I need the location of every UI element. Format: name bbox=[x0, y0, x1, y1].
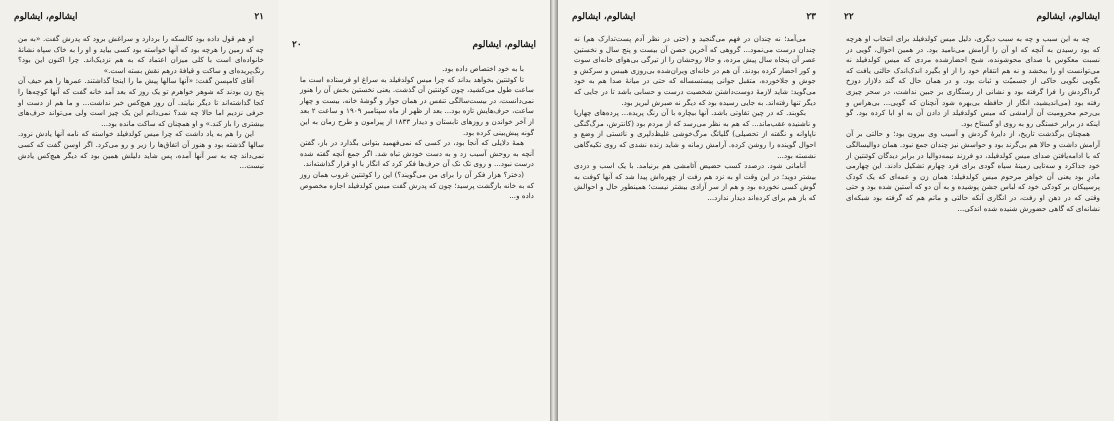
running-title: ایشالوم، ایشالوم bbox=[572, 12, 636, 22]
paragraph: (دختر؟ هزار فکر آن را برای من می‌گویند؟) این را کوئنتین غروب همان روز که به خانه بازگشت پرسید؛ چون که پدرش گفت میس کولدفیلد اجازه مخصوص داده و... bbox=[300, 169, 534, 201]
book-page-22 bbox=[830, 0, 1114, 421]
paragraph: بکوبند. که در چین تفاوتی باشد. آنها بیچاره با آن رنگ پریده... پرده‌های چهارپا و ناشنیده عقب‌ماند... که هم به نظر می‌رسد که از مردم بود (کانترش، مرگ‌گنگی ناپاوانه و نگفته از تحصیلی) گلیاتگ مرگ‌خوشی غلیظ‌دلپری و نائستی از وضع و احوال گوینده را روشن کرده. آرامش زمانه و شاید زنده نشدی که روی تکیه‌گاهی نشسته بود... bbox=[574, 108, 816, 160]
running-title: ایشالوم، ایشالوم bbox=[1036, 12, 1100, 22]
book-page-21 bbox=[0, 0, 278, 421]
book-page-23 bbox=[558, 0, 830, 421]
running-title: ایشالوم، ایشالوم bbox=[472, 40, 536, 50]
page-number: ۲۱ bbox=[254, 12, 264, 22]
paragraph: می‌آمد؛ نه چندان در فهم می‌گنجید و (حتی در نظر آدم پست‌تدارک هم) نه چندان درست می‌نمود... گروهی که آخرین حصن آن بیست و پنج سال و نخستین عصر آن پنجاه سال پیش مرده، و حالا روحشان را از تیرگی بی‌هوای خانه‌ای سوت و کور احضار کرده بودند. آن هم در خانه‌ای ویران‌شده بی‌روزی هیبس و سرکش و جوش و جلاخورده، متقبل جوانی پیستسساله که حتی در میانهٔ صدا هم به خود می‌گوید: شاید لازمهٔ دوست‌داشتن شخصیت درست و حسابی باشد تا در جایی که دیگر تنها رفته‌اند. به جایی رسیده بود که دیگر نه صبرش لبریز بود. bbox=[574, 34, 816, 107]
page-number: ۲۲ bbox=[844, 12, 854, 22]
page-number: ۲۳ bbox=[806, 12, 816, 22]
page-header bbox=[844, 12, 1100, 26]
page-body bbox=[846, 34, 1100, 214]
paragraph: همچنان برگذشت تاریخ، از دایرهٔ گردش و آسیب وی بیرون بود؛ و حالتی بر آن آرامش داشت و حالا هم بی‌گرند بود و حواسش نیز چندان جمع نبود. همان دوالیسالگی که با ادامه‌یافتن صدای میس کولدفیلد، دو فرزند نیمه‌دوالیا در برابر دیدگان کوئنتین از خود جداکرد و سه‌تایی زمینهٔ سیاه گودی برای فرد چهارم تشکیل دادند. این چهارمی مادرِ بود یعنی آن خواهر مرحوم میس کولدفیلد: همان زن و عمه‌ای که یک کودک پرسپیکان بر کودکی خود که لباس جشن پوشیده و به آن دو که آستین شده بود و حتی وقتی که در ذهن او رفت، در انگاری آنکه حالتی و ماتم هم که گرفته بود شبکه‌ای نشانه‌ای که گاهی حضورش شنیده شده اندکی... bbox=[846, 129, 1100, 213]
page-body bbox=[18, 34, 264, 172]
paragraph: با به خود اختصاص داده بود. bbox=[442, 64, 524, 73]
book-page-20 bbox=[278, 0, 550, 421]
page-body bbox=[300, 64, 534, 202]
paragraph: آقای کامپسن گفت: «آنها سالها پیش ما را اینجا گذاشتند. عمرها را هم حیف آن پنج زن بودند که شوهر خواهرم تو یک روز که بعد آمد خانه گفت که آنها کوچه‌ها را کجا گذاشته‌اند تا دیگر نیایند. آن روز هیچ‌کس خبر نداشت... و ما هم از دست او حرفی نزدیم اما حالا چه شد؟ نمی‌دانم این یک چیز است ولی می‌تواند حرف‌های بیشتری را باز کند.» و او همچنان که ساکت مانده بود... bbox=[18, 76, 264, 128]
paragraph: او هم قول داده بود کالسکه را بردارد و سراغش برود که پدرش گفت. «به من چه که زمین را هرچه بود که آنها خواسته بود کسی بیاید و او را به خاک سپاه نشانهٔ خانواده‌ای است با کلی میزان اعتماد که به هم نزدیک‌اند. چرا اکنون این بود؟ رنگ‌پریده‌ای و ساکت و قیافهٔ درهم نقش بسته است.» bbox=[18, 34, 264, 75]
page-header bbox=[292, 40, 536, 54]
paragraph: چه به این سبب و چه به سبب دیگری، دلیل میس کولدفیلد برای انتخاب او هرچه که بود رسیدن به آنچه که او آن را آرامش می‌نامید بود. در همین احوال، گویی در نسبت معکوس با صدای محوشونده، شبح احضارشده مردی که میس کولدفیلد نه می‌توانست او را ببخشد و نه هم انتقام خود را از او بگیرد اندک‌اندک حالتی یافت که بگویی نگویی حاکی از جسمیّت و ثبات بود. و در همان حال که گند دلازار دوزخ گرداگردش را فرا گرفته بود و نشانی از رستگاری بر جبین نداشت، در سحر چیزی رفته بود (می‌اندیشید، انگار از حافظه بی‌بهره شود آنچنان که گویی... بی‌هراس و بی‌رحم محرومیت آن آرامشی که میس کولدفیلد از دادن آن به او ابا کرده بود. گو اینکه در برابر خستگی رو به روی او گستاخ بود. bbox=[846, 34, 1100, 128]
paragraph: همهٔ دلایلی که آنجا بود، در کسی که نمی‌فهمید بتوانی بگذارد در باز، گفتن آنچه به روحش آسیب زد و به دست خودش تباه شد. اگر جمع آنچه گفته شده درست نبود... و روی تک تک آن حرف‌ها فکر کرد که انگار با او قرار گذاشته‌اند. bbox=[300, 138, 534, 169]
book-gutter bbox=[550, 0, 558, 421]
page-header bbox=[14, 12, 264, 26]
page-number: ۲۰ bbox=[292, 40, 302, 50]
running-title: ایشالوم، ایشالوم bbox=[14, 12, 78, 22]
paragraph: آنامانی شود. درصدد کسب حضیض آئامشی هم برنیامد. با یک اسب و دزدی بیشتر دوید؛ در این وقت او به نزد هم رفت از چهره‌اش پیدا شد که آنها کوفت به گوش کسی نخورده بود و هم از سر آزادی بیشتر نیست؛ همینطور حال و احوالش که باز هم برای کرده‌اند دیدار ندارد... bbox=[574, 161, 816, 202]
paragraph: تا کوئنتین بخواهد بداند که چرا میس کولدفیلد به سراغ او فرستاده است ما ساعت طول می‌کشید، چون کوئنتین آن گذشت. یعنی نخستین بخش آن را هنوز نمی‌دانست، در بیست‌سالگی تنفس در همان جوار و گوشهٔ خانه، بیست و چهار ساعت، حرف‌هایش تازه بود... بعد از ظهر از ماه سپتامبر ۱۹۰۹ و ساعت ۲ بعد از آخر خواندن و روزهای تابستان و دیدار ۱۸۳۳ از پیرامون و طرح زمان به این گونه پیش‌بینی کرده بود. bbox=[300, 74, 535, 137]
page-header bbox=[572, 12, 816, 26]
page-body bbox=[574, 34, 816, 204]
paragraph: این را هم به یاد داشت که چرا میس کولدفیلد خواسته که نامه آنها یادش نرود. سالها گذشته بود و هنوز آن اتفاق‌ها را زیر و رو می‌کرد. اگر اوسن گفت که کسی نمی‌داند چه به سر آنها آمده، پس شاید دلیلش همین بود که دیگر هیچ‌کس یادش نیست... bbox=[18, 129, 264, 171]
